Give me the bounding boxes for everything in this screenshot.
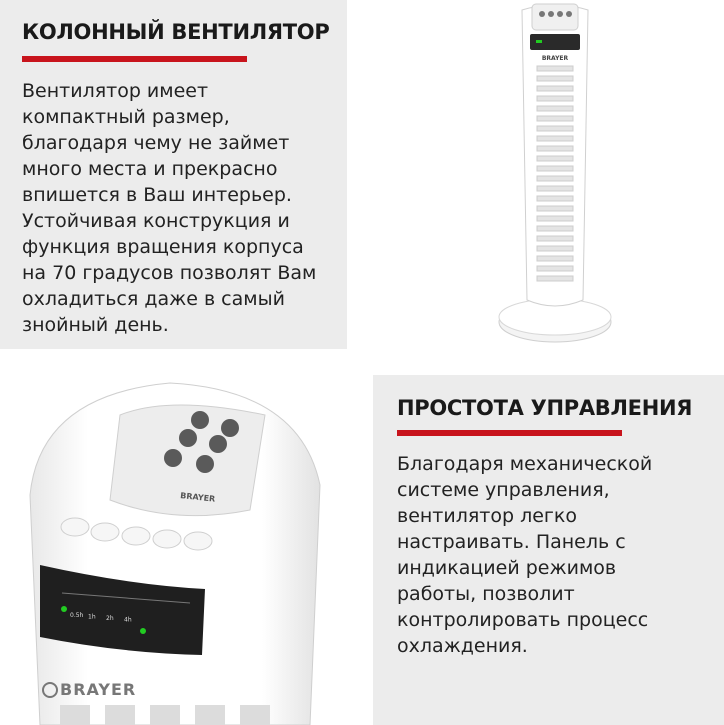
grill-slat xyxy=(537,276,573,281)
grill-slat xyxy=(240,705,270,725)
grill-slat xyxy=(537,146,573,151)
title-underline xyxy=(22,56,247,62)
remote-brand-logo: BRAYER xyxy=(179,491,216,504)
grill-slat xyxy=(537,76,573,81)
grill-slat xyxy=(537,126,573,131)
timer-label: 4h xyxy=(124,616,132,624)
grill-slat xyxy=(537,166,573,171)
section-title-controls: ПРОСТОТА УПРАВЛЕНИЯ xyxy=(397,396,693,420)
grill-slat xyxy=(537,266,573,271)
grill-slat xyxy=(537,136,573,141)
grill-slat xyxy=(537,86,573,91)
grill-slat xyxy=(537,66,573,71)
timer-label: 2h xyxy=(106,615,114,622)
grill-slat xyxy=(537,96,573,101)
grill-slat xyxy=(537,186,573,191)
grill-slat xyxy=(537,206,573,211)
grill-slat xyxy=(537,116,573,121)
title-underline xyxy=(397,430,622,436)
grill-slat xyxy=(537,226,573,231)
grill-slat xyxy=(537,256,573,261)
grill-slat xyxy=(537,216,573,221)
grill-slat xyxy=(537,236,573,241)
grill-slat xyxy=(537,246,573,251)
grill-slat xyxy=(60,705,90,725)
body-brand-logo: BRAYER xyxy=(60,680,137,699)
section-text-controls: Благодаря механической системе управления, вентилятор легко настраивать. Панель с индикацией режимов работы, позволит контролировать процесс охлаждения. xyxy=(397,453,653,657)
section-text-tower-fan: Вентилятор имеет компактный размер, благодаря чему не займет много места и прекрасно впишется в Ваш интерьер. Устойчивая конструкция и функция вращения корпуса на 70 градусов позволят Вам охладиться даже в самый знойный день. xyxy=(22,80,317,336)
timer-label: 1h xyxy=(88,613,96,621)
brand-logo: BRAYER xyxy=(541,55,569,62)
grill-slat xyxy=(537,196,573,201)
grill-slat xyxy=(537,156,573,161)
timer-label: 0.5h xyxy=(70,612,84,619)
grill-slat xyxy=(105,705,135,725)
control-panel-closeup-image xyxy=(0,375,350,725)
grill-slat xyxy=(150,705,180,725)
tower-fan-image xyxy=(480,0,630,348)
section-title-tower-fan: КОЛОННЫЙ ВЕНТИЛЯТОР xyxy=(22,20,330,44)
grill-slat xyxy=(537,176,573,181)
grill-slat xyxy=(195,705,225,725)
grill-slat xyxy=(537,106,573,111)
